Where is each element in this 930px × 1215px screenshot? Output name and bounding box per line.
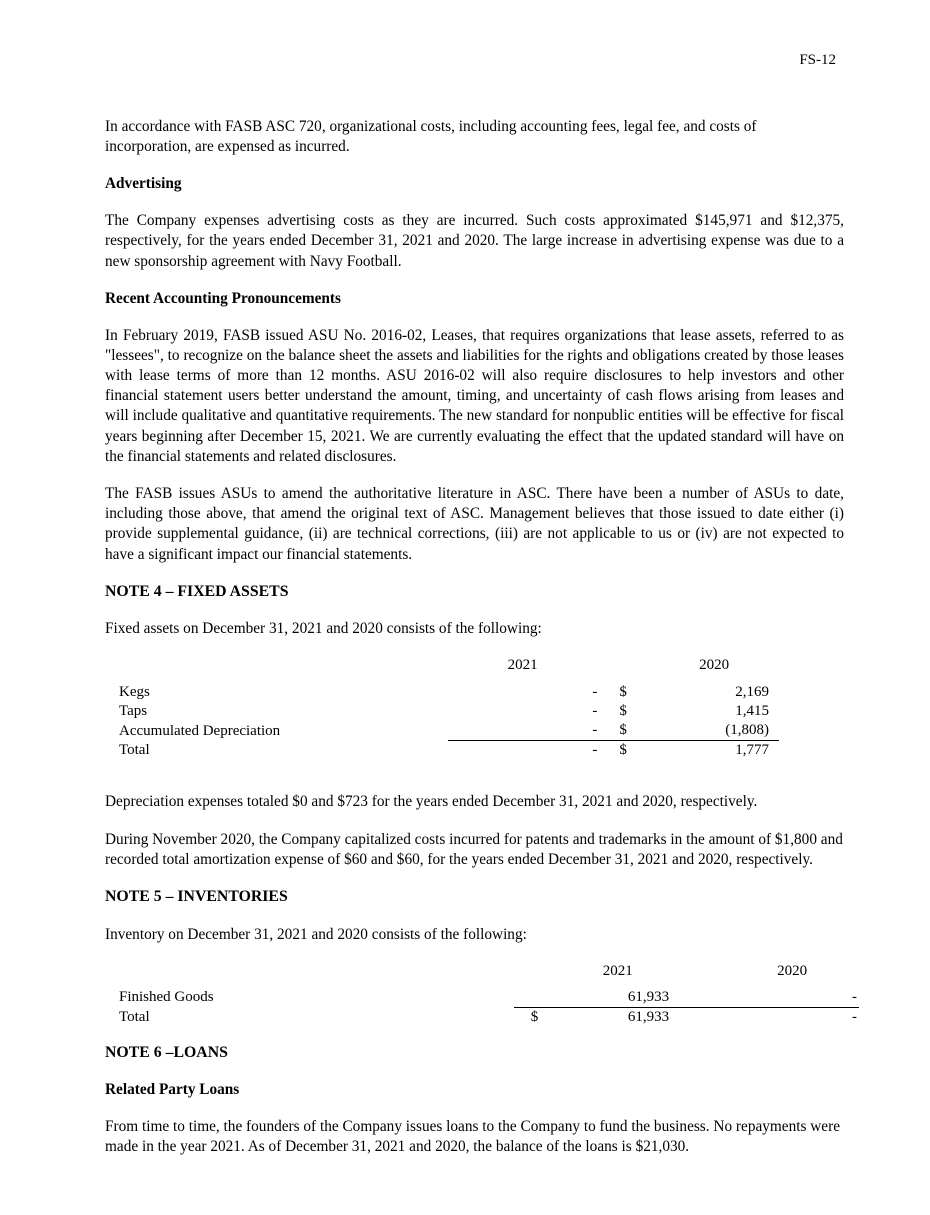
fixed-assets-table [119,656,779,760]
kegs-2020-value: 2,169 [735,684,769,701]
finished-goods-2021-value: 61,933 [538,988,727,1008]
heading-related-party-loans: Related Party Loans [105,1081,240,1099]
taps-2020-currency: $ [619,703,627,720]
paragraph-organizational-costs: In accordance with FASB ASC 720, organizational costs, including accounting fees, legal fee, and costs of incorporation, are expensed as incurred. [105,118,757,156]
paragraph-asu-2016-02: In February 2019, FASB issued ASU No. 2016-02, Leases, that requires organizations that lease assets, referred to as "lessees", to recognize on the balance sheet the assets and liabilities for the rights and obligations created by those leases with lease terms of more than 12 months. ASU 2016-02 will also require disclosures to help investors and other financial statement users better understand the amount, timing, and uncertainty of cash flows arising from leases and will include qualitative and quantitative requirements. The new standard for nonpublic entities will be effective for fiscal years beginning after December 15, 2021. We are currently evaluating the effect that the updated standard will have on the financial statements and related disclosures. [105,326,844,465]
row-label-kegs: Kegs [119,684,150,701]
taps-2020-value: 1,415 [735,703,769,720]
total-2020-currency: $ [619,742,627,759]
header-year-2020: 2020 [777,962,808,979]
page-number-header: FS-12 [799,52,836,68]
table-row [119,988,859,1008]
spacer [105,776,844,792]
total-2020-value: - [852,1008,857,1025]
table-header-row [119,656,779,683]
row-label-total: Total [119,1008,150,1025]
kegs-2020-currency: $ [619,684,627,701]
header-blank [119,656,448,683]
table-row [119,702,779,721]
row-label-total: Total [119,742,150,759]
table-row-total [119,741,779,761]
heading-note-6-loans: NOTE 6 –LOANS [105,1043,228,1061]
accumulated-depreciation-2020-currency: $ [619,721,659,741]
heading-note-4-fixed-assets: NOTE 4 – FIXED ASSETS [105,582,289,600]
total-2021-value: - [592,742,598,759]
accumulated-depreciation-2021-value: - [448,721,619,741]
spacer [105,760,844,776]
table-row [119,683,779,702]
heading-advertising: Advertising [105,175,182,193]
heading-note-5-inventories: NOTE 5 – INVENTORIES [105,888,288,906]
kegs-2021-value: - [592,684,598,701]
row-label-accumulated-depreciation: Accumulated Depreciation [119,722,281,739]
table-row [119,721,779,741]
table-header-row [119,962,859,988]
heading-recent-accounting-pronouncements: Recent Accounting Pronouncements [105,289,341,307]
taps-2021-value: - [592,703,598,720]
header-currency [514,962,538,988]
total-2021-value: 61,933 [627,1008,670,1025]
paragraph-depreciation-expenses: Depreciation expenses totaled $0 and $723 for the years ended December 31, 2021 and 2020, respectively. [105,793,758,811]
finished-goods-2020-value: - [727,988,859,1008]
paragraph-related-party-loans: From time to time, the founders of the Company issues loans to the Company to fund the business. No repayments were made in the year 2021. As of December 31, 2021 and 2020, the balance of the loans is $21,030. [105,1118,840,1156]
table-row-total [119,1007,859,1027]
total-2020-value: 1,777 [735,742,769,759]
paragraph-patents-trademarks: During November 2020, the Company capitalized costs incurred for patents and trademarks in the amount of $1,800 and recorded total amortization expense of $60 and $60, for the years ended December 31, 2021 and 2020, respectively. [105,830,843,868]
paragraph-fixed-assets-intro: Fixed assets on December 31, 2021 and 2020 consists of the following: [105,620,542,638]
paragraph-inventory-intro: Inventory on December 31, 2021 and 2020 consists of the following: [105,925,527,943]
header-year-2020: 2020 [699,657,730,674]
header-year-2021: 2021 [507,657,538,674]
header-currency [619,656,659,683]
finished-goods-currency [514,988,538,1008]
row-label-finished-goods: Finished Goods [119,989,214,1005]
spacer [105,1027,844,1043]
paragraph-advertising: The Company expenses advertising costs as they are incurred. Such costs approximated $145,971 and $12,375, respectively, for the years ended December 31, 2021 and 2020. The large increase in advertising expense was due to a new sponsorship agreement with Navy Football. [105,212,844,270]
paragraph-fasb-asus: The FASB issues ASUs to amend the authoritative literature in ASC. There have been a number of ASUs to date, including those above, that amend the original text of ASC. Management believes that those issued to date either (i) provide supplemental guidance, (ii) are technical corrections, (iii) are not applicable to us or (iv) are not expected to have a significant impact our financial statements. [105,485,844,563]
inventory-table [119,962,859,1027]
total-currency: $ [530,1008,539,1025]
header-year-2021: 2021 [602,962,633,979]
header-blank [119,962,514,988]
accumulated-depreciation-2020-value: (1,808) [659,721,779,741]
row-label-taps: Taps [119,703,148,720]
